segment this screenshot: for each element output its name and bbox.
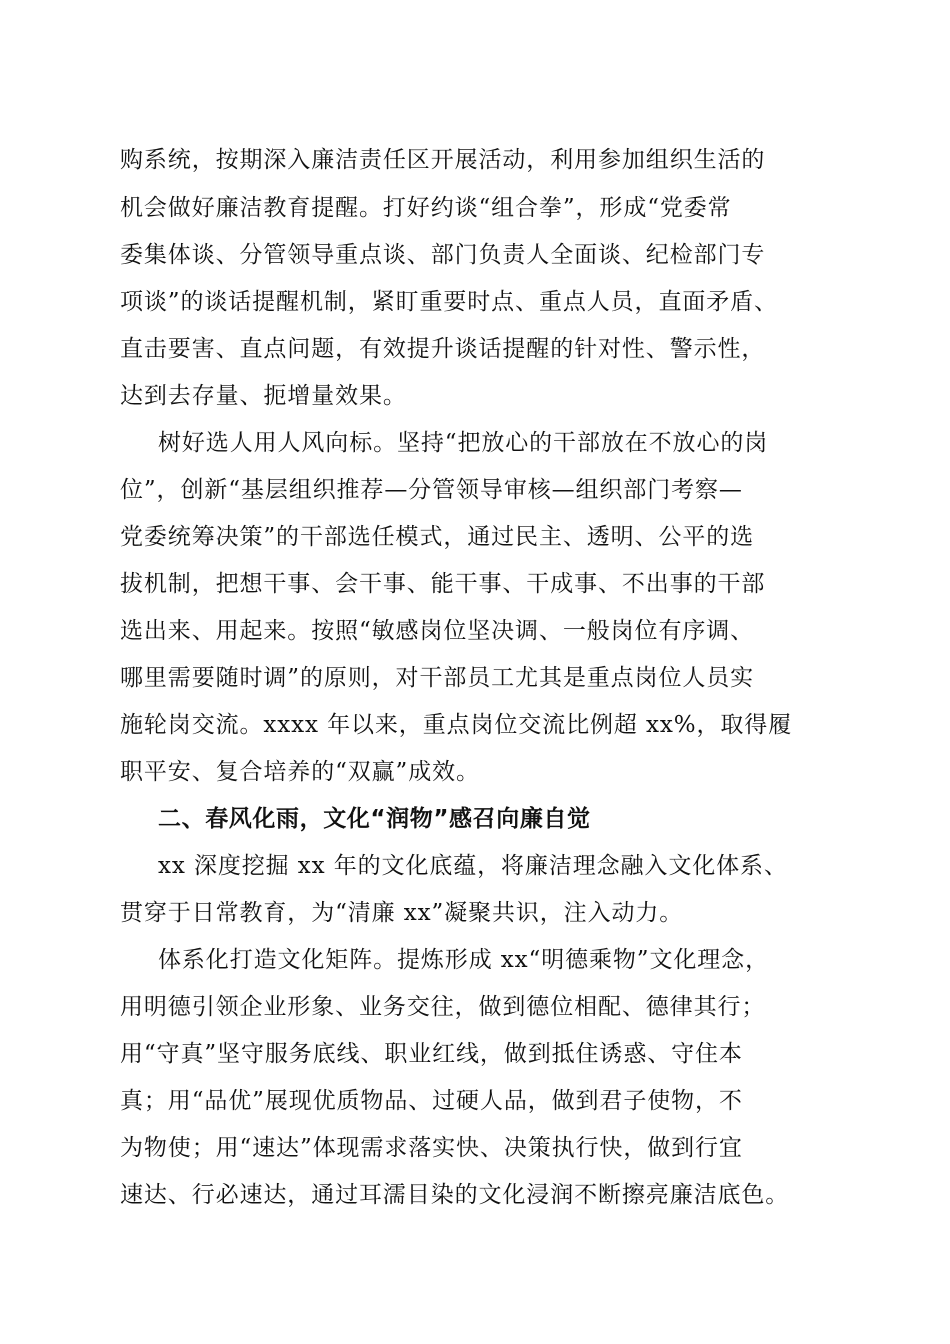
paragraph-line: 速达、行必速达，通过耳濡目染的文化浸润不断擦亮廉洁底色。 <box>120 1182 790 1208</box>
paragraph-line: 哪里需要随时调”的原则，对干部员工尤其是重点岗位人员实 <box>120 665 755 691</box>
paragraph-line: 拔机制，把想干事、会干事、能干事、干成事、不出事的干部 <box>120 571 766 597</box>
paragraph-line: 职平安、复合培养的“双赢”成效。 <box>120 759 480 785</box>
paragraph-line: 机会做好廉洁教育提醒。打好约谈“组合拳”，形成“党委常 <box>120 195 732 221</box>
paragraph-line: 项谈”的谈话提醒机制，紧盯重要时点、重点人员，直面矛盾、 <box>120 289 778 315</box>
paragraph-line: 施轮岗交流。xxxx 年以来，重点岗位交流比例超 xx%，取得履 <box>120 712 793 738</box>
paragraph-line: 用明德引领企业形象、业务交往，做到德位相配、德律其行； <box>120 994 766 1020</box>
paragraph-line: 为物使；用“速达”体现需求落实快、决策执行快，做到行宜 <box>120 1135 743 1161</box>
paragraph-line: 直击要害、直点问题，有效提升谈话提醒的针对性、警示性， <box>120 336 766 362</box>
paragraph-line: 贯穿于日常教育，为“清廉 xx”凝聚共识，注入动力。 <box>120 900 684 926</box>
paragraph-line: 用“守真”坚守服务底线、职业红线，做到抵住诱惑、守住本 <box>120 1041 743 1067</box>
paragraph-line: 选出来、用起来。按照“敏感岗位坚决调、一般岗位有序调、 <box>120 618 755 644</box>
paragraph-line: 位”，创新“基层组织推荐—分管领导审核—组织部门考察— <box>120 477 743 503</box>
paragraph-line: 体系化打造文化矩阵。提炼形成 xx“明德乘物”文化理念， <box>158 947 769 973</box>
paragraph-line: 真；用“品优”展现优质物品、过硬人品，做到君子使物，不 <box>120 1088 743 1114</box>
paragraph-line: 党委统筹决策”的干部选任模式，通过民主、透明、公平的选 <box>120 524 755 550</box>
paragraph-line: 达到去存量、扼增量效果。 <box>120 383 407 409</box>
paragraph-line: 购系统，按期深入廉洁责任区开展活动，利用参加组织生活的 <box>120 147 766 173</box>
paragraph-line: 树好选人用人风向标。坚持“把放心的干部放在不放心的岗 <box>158 430 769 456</box>
section-heading: 二、春风化雨，文化“润物”感召向廉自觉 <box>158 806 591 832</box>
paragraph-line: xx 深度挖掘 xx 年的文化底蕴，将廉洁理念融入文化体系、 <box>158 853 788 879</box>
paragraph-line: 委集体谈、分管领导重点谈、部门负责人全面谈、纪检部门专 <box>120 242 766 268</box>
